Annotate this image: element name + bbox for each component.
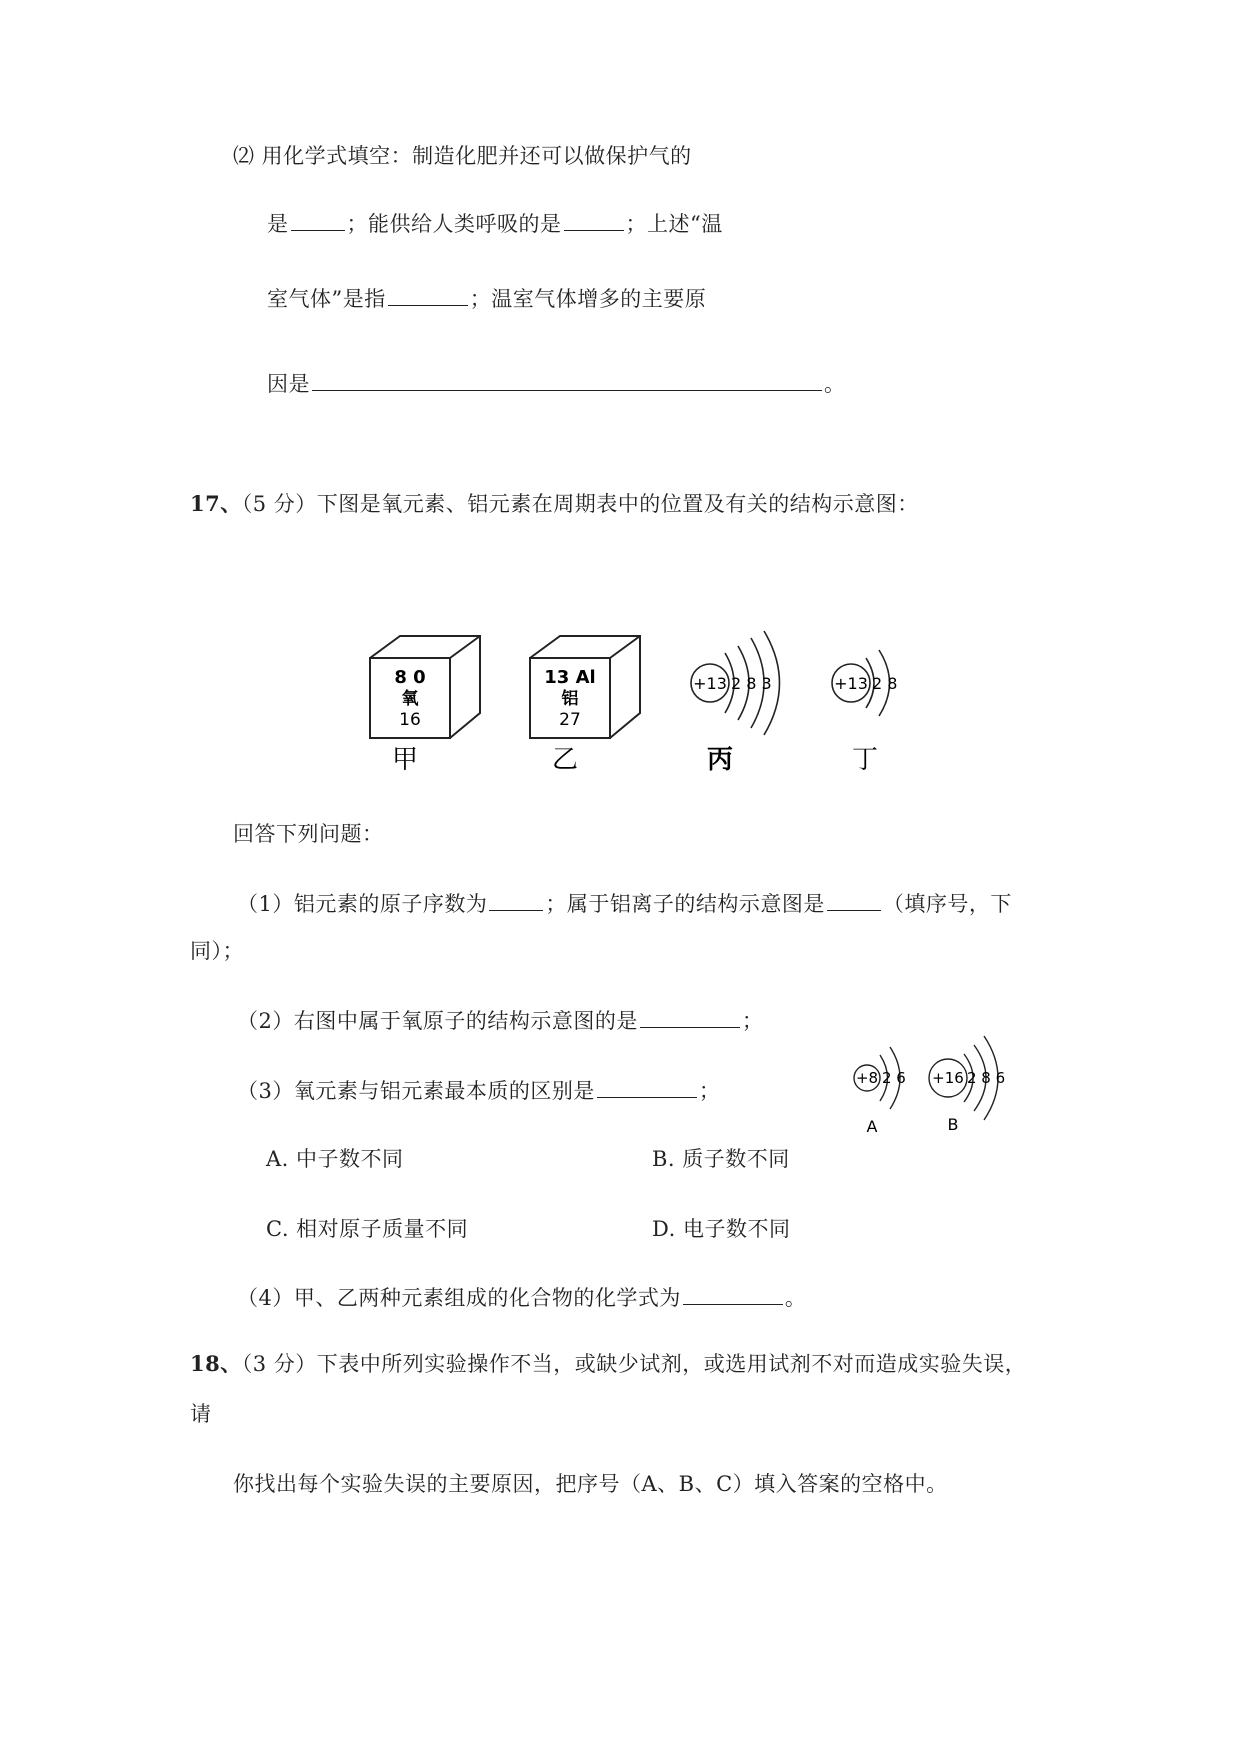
electron-shells: 2 8 6 (967, 1069, 1006, 1087)
nucleus-charge: +13 (834, 674, 868, 693)
atom-diagrams-ab (840, 1030, 1020, 1140)
option-a: A. 中子数不同 (266, 1147, 404, 1171)
option-b: B. 质子数不同 (652, 1147, 790, 1171)
q17-part2: （2）右图中属于氧原子的结构示意图的是 ； (237, 1005, 763, 1035)
answer-blank[interactable] (640, 1005, 740, 1028)
answer-blank[interactable] (489, 888, 543, 911)
q17-part1: （1）铝元素的原子序数为 ；属于铝离子的结构示意图是 （填序号，下 (237, 888, 1012, 918)
answer-blank[interactable] (312, 368, 822, 391)
answer-blank[interactable] (597, 1075, 697, 1098)
electron-shells: 2 6 (882, 1069, 906, 1087)
q17-part1-cont: 同）； (190, 939, 244, 963)
caption-yi: 乙 (551, 745, 579, 775)
aluminum-mass: 27 (559, 710, 581, 730)
aluminum-number-symbol: 13 Al (544, 667, 596, 688)
q17-part3: （3）氧元素与铝元素最本质的区别是 ； (237, 1075, 720, 1105)
nucleus-charge: +16 (932, 1069, 964, 1087)
q17-stem: 17、（5 分）下图是氧元素、铝元素在周期表中的位置及有关的结构示意图： (190, 491, 919, 516)
element-structure-figure (355, 628, 915, 778)
answer-blank[interactable] (827, 888, 881, 911)
nucleus-charge: +8 (855, 1069, 879, 1087)
q16-part2-line4: 因是 。 (267, 368, 846, 398)
question-number: 17、 (190, 491, 242, 516)
caption-ding: 丁 (851, 745, 879, 775)
q18-stem: 18、（3 分）下表中所列实验操作不当，或缺少试剂，或选用试剂不对而造成实验失误， (190, 1351, 1027, 1376)
aluminum-name: 铝 (561, 689, 579, 709)
oxygen-name: 氧 (401, 689, 419, 709)
answer-blank[interactable] (291, 208, 345, 231)
answer-blank[interactable] (564, 208, 624, 231)
electron-shells: 2 8 (872, 674, 898, 693)
caption-jia: 甲 (391, 745, 419, 775)
option-d: D. 电子数不同 (652, 1217, 791, 1241)
q16-part2-line3: 室气体”是指 ；温室气体增多的主要原 (267, 283, 706, 313)
q17-part4: （4）甲、乙两种元素组成的化合物的化学式为 。 (237, 1282, 806, 1312)
answer-blank[interactable] (683, 1282, 783, 1305)
electron-shells: 2 8 3 (731, 674, 772, 693)
oxygen-number-symbol: 8 0 (394, 667, 426, 688)
oxygen-mass: 16 (399, 710, 421, 730)
q17-answer-intro: 回答下列问题： (233, 822, 384, 846)
caption-b: B (947, 1115, 959, 1134)
caption-bing: 丙 (706, 745, 734, 775)
answer-blank[interactable] (388, 283, 468, 306)
caption-a: A (866, 1117, 878, 1136)
q18-stem-cont: 请 (190, 1402, 212, 1426)
q16-part2-line1: ⑵ 用化学式填空：制造化肥并还可以做保护气的 (233, 144, 692, 168)
question-number: 18、 (190, 1351, 242, 1376)
nucleus-charge: +13 (693, 674, 727, 693)
q16-part2-line2: 是 ；能供给人类呼吸的是 ；上述“温 (267, 208, 723, 238)
q18-line2: 你找出每个实验失误的主要原因，把序号（A、B、C）填入答案的空格中。 (233, 1472, 948, 1496)
option-c: C. 相对原子质量不同 (266, 1217, 469, 1241)
